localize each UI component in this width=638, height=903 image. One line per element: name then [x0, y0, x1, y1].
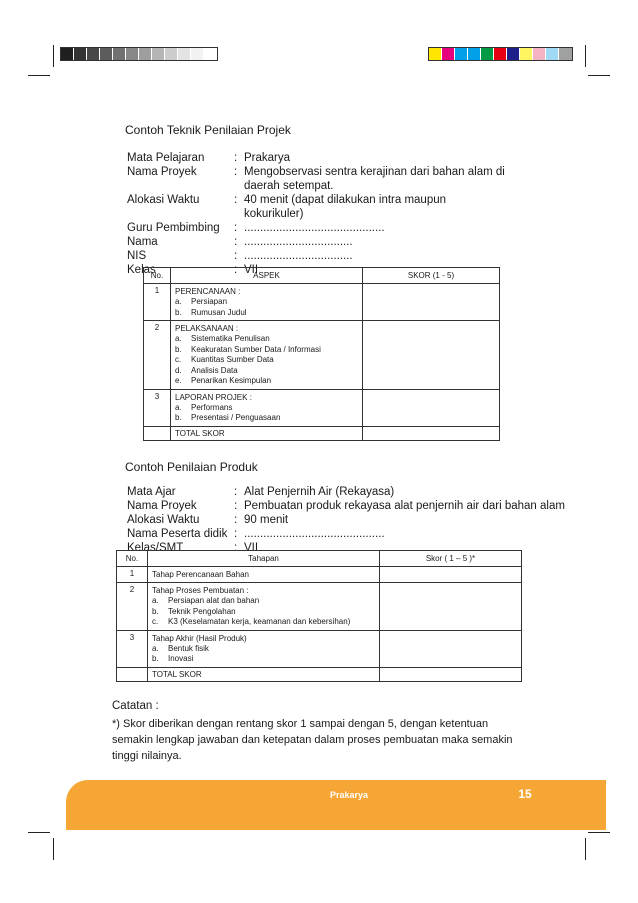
sub-item	[175, 413, 358, 424]
sub-item-text: Keakuratan Sumber Data / Informasi	[191, 344, 321, 354]
sub-item-text: Rumusan Judul	[191, 307, 247, 317]
color-calibration-bar	[428, 47, 573, 61]
row-number: 1	[117, 567, 148, 583]
section2-title: Contoh Penilaian Produk	[125, 460, 258, 474]
sub-item-letter: b.	[152, 606, 159, 616]
sub-item-letter: b.	[175, 307, 182, 317]
info-row	[127, 513, 567, 527]
info-label: Nama	[127, 236, 158, 248]
color-swatch	[126, 48, 139, 60]
info-separator: :	[234, 250, 238, 262]
sub-item-text: Persiapan	[191, 297, 228, 306]
header-skor: Skor ( 1 – 5 )*	[380, 551, 522, 567]
header-no: No.	[117, 551, 148, 567]
info-separator: :	[234, 542, 238, 554]
info-separator: :	[234, 166, 238, 178]
section1-title: Contoh Teknik Penilaian Projek	[125, 123, 291, 137]
color-swatch	[61, 48, 74, 60]
info-label: NIS	[127, 250, 147, 262]
color-swatch	[533, 48, 546, 60]
total-row	[144, 426, 500, 440]
section2-info	[127, 485, 567, 555]
score-cell	[380, 567, 522, 583]
info-value: 90 menit	[244, 514, 289, 526]
color-swatch	[152, 48, 165, 60]
sub-item-letter: e.	[175, 376, 182, 385]
total-empty	[144, 426, 171, 440]
row-number: 3	[117, 630, 148, 667]
section1-info	[127, 151, 507, 277]
color-swatch	[100, 48, 113, 60]
header-aspek: ASPEK	[171, 268, 363, 284]
row-title: Tahap Perencanaan Bahan	[152, 570, 249, 579]
info-row	[127, 527, 567, 541]
sub-item	[175, 334, 358, 345]
sub-item-text: Presentasi / Penguasaan	[191, 413, 281, 422]
sub-item-text: Inovasi	[168, 654, 194, 663]
info-value: ............................................	[244, 528, 385, 540]
sub-item	[175, 366, 358, 377]
color-swatch	[455, 48, 468, 60]
crop-mark	[28, 75, 50, 76]
total-label: TOTAL SKOR	[148, 667, 380, 681]
info-label: Guru Pembimbing	[127, 222, 220, 234]
info-label: Alokasi Waktu	[127, 194, 200, 206]
header-skor: SKOR (1 - 5)	[363, 268, 500, 284]
sub-item-text: Performans	[191, 402, 233, 412]
table-row	[144, 284, 500, 321]
info-separator: :	[234, 264, 238, 276]
info-row	[127, 221, 507, 235]
info-row	[127, 193, 507, 221]
sub-item	[152, 607, 375, 618]
crop-mark	[588, 75, 610, 76]
table-row	[144, 389, 500, 426]
color-swatch	[468, 48, 481, 60]
info-value: Pembuatan produk rekayasa alat penjernih air dari bahan alam	[244, 500, 565, 512]
color-swatch	[113, 48, 126, 60]
sub-item-letter: b.	[175, 413, 182, 422]
sub-item-letter: b.	[152, 654, 159, 663]
row-number: 3	[144, 389, 171, 426]
total-label: TOTAL SKOR	[171, 426, 363, 440]
info-label: Nama Proyek	[127, 500, 197, 512]
sub-item	[175, 345, 358, 356]
score-cell	[363, 389, 500, 426]
score-cell	[363, 284, 500, 321]
header-tahapan: Tahapan	[148, 551, 380, 567]
info-separator: :	[234, 152, 238, 164]
info-row	[127, 165, 507, 193]
row-title: LAPORAN PROJEK :	[175, 392, 252, 402]
color-swatch	[442, 48, 455, 60]
color-swatch	[507, 48, 520, 60]
info-row	[127, 235, 507, 249]
sub-item-text: Persiapan alat dan bahan	[168, 596, 260, 605]
table-row	[117, 630, 522, 667]
total-score	[363, 426, 500, 440]
table-row	[117, 567, 522, 583]
color-swatch	[178, 48, 191, 60]
project-assessment-table	[143, 267, 500, 441]
row-number: 1	[144, 284, 171, 321]
info-value: VII	[244, 264, 259, 276]
gray-calibration-bar	[60, 47, 218, 61]
sub-item	[152, 654, 375, 665]
sub-item-letter: c.	[175, 355, 182, 364]
table-row	[117, 583, 522, 631]
row-aspect	[171, 321, 363, 390]
notes-title: Catatan :	[112, 700, 159, 712]
row-aspect	[171, 389, 363, 426]
info-label: Kelas	[127, 264, 156, 276]
sub-item-text: Penarikan Kesimpulan	[191, 376, 272, 385]
sub-item-text: Sistematika Penulisan	[191, 334, 270, 343]
row-title: PERENCANAAN :	[175, 287, 241, 296]
crop-mark	[28, 832, 50, 833]
row-number: 2	[117, 583, 148, 631]
info-value: VII	[244, 542, 259, 554]
info-value: Mengobservasi sentra kerajinan dari bahan alam di daerah setempat.	[244, 166, 505, 192]
sub-item	[152, 644, 375, 655]
total-score	[380, 667, 522, 681]
sub-item-letter: b.	[175, 344, 182, 354]
sub-item	[175, 308, 358, 319]
info-value: ............................................	[244, 222, 385, 234]
color-swatch	[74, 48, 87, 60]
info-value: 40 menit (dapat dilakukan intra maupun kokurikuler)	[244, 194, 447, 220]
row-title: PELAKSANAAN :	[175, 324, 239, 333]
info-separator: :	[234, 236, 238, 248]
color-swatch	[520, 48, 533, 60]
info-row	[127, 499, 567, 513]
crop-mark	[585, 838, 586, 860]
info-value: ..................................	[244, 250, 353, 262]
sub-item	[152, 617, 375, 628]
color-swatch	[87, 48, 100, 60]
sub-item	[175, 297, 358, 308]
row-number: 2	[144, 321, 171, 390]
sub-item	[175, 376, 358, 387]
info-separator: :	[234, 500, 238, 512]
color-swatch	[429, 48, 442, 60]
table-row	[144, 321, 500, 390]
crop-mark	[53, 838, 54, 860]
info-value: Prakarya	[244, 152, 291, 164]
page-number: 15	[518, 787, 532, 801]
row-aspect	[148, 583, 380, 631]
score-cell	[380, 630, 522, 667]
info-separator: :	[234, 222, 238, 234]
info-separator: :	[234, 486, 238, 498]
crop-mark	[53, 45, 54, 67]
footer-subject: Prakarya	[330, 790, 369, 800]
total-row	[117, 667, 522, 681]
sub-item-letter: a.	[152, 643, 159, 653]
info-row	[127, 485, 567, 499]
color-swatch	[559, 48, 572, 60]
row-title: Tahap Akhir (Hasil Produk)	[152, 633, 247, 643]
row-aspect	[148, 567, 380, 583]
sub-item-letter: a.	[175, 402, 182, 412]
info-value: ..................................	[244, 236, 353, 248]
info-label: Alokasi Waktu	[127, 514, 200, 526]
score-cell	[363, 321, 500, 390]
crop-mark	[588, 832, 610, 833]
product-assessment-table	[116, 550, 522, 682]
sub-item-letter: d.	[175, 365, 182, 375]
info-separator: :	[234, 194, 238, 206]
sub-item-letter: a.	[175, 297, 182, 306]
sub-item-text: Analisis Data	[191, 365, 238, 375]
sub-item	[175, 403, 358, 414]
color-swatch	[481, 48, 494, 60]
info-label: Nama Proyek	[127, 166, 197, 178]
color-swatch	[139, 48, 152, 60]
color-swatch	[494, 48, 507, 60]
row-aspect	[148, 630, 380, 667]
info-row	[127, 151, 507, 165]
sub-item-text: K3 (Keselamatan kerja, keamanan dan kebersihan)	[168, 617, 351, 626]
sub-item	[175, 355, 358, 366]
color-swatch	[191, 48, 204, 60]
row-aspect	[171, 284, 363, 321]
info-separator: :	[234, 528, 238, 540]
info-value: Alat Penjernih Air (Rekayasa)	[244, 486, 395, 498]
sub-item-letter: a.	[152, 596, 159, 605]
sub-item-text: Kuantitas Sumber Data	[191, 355, 274, 364]
header-no: No.	[144, 268, 171, 284]
score-cell	[380, 583, 522, 631]
info-label: Mata Ajar	[127, 486, 176, 498]
sub-item	[152, 596, 375, 607]
info-label: Nama Peserta didik	[127, 528, 228, 540]
crop-mark	[585, 45, 586, 67]
info-label: Mata Pelajaran	[127, 152, 205, 164]
notes-text: *) Skor diberikan dengan rentang skor 1 sampai dengan 5, dengan ketentuan semakin lengkap jawaban dan ketepatan dalam proses pembuatan maka semakin tinggi nilainya.	[112, 718, 513, 762]
info-label: Kelas/SMT	[127, 542, 184, 554]
total-empty	[117, 667, 148, 681]
color-swatch	[546, 48, 559, 60]
color-swatch	[204, 48, 217, 60]
sub-item-text: Bentuk fisik	[168, 643, 209, 653]
color-swatch	[165, 48, 178, 60]
sub-item-text: Teknik Pengolahan	[168, 606, 236, 616]
row-title: Tahap Proses Pembuatan :	[152, 586, 249, 595]
sub-item-letter: c.	[152, 617, 159, 626]
info-separator: :	[234, 514, 238, 526]
sub-item-letter: a.	[175, 334, 182, 343]
info-row	[127, 249, 507, 263]
